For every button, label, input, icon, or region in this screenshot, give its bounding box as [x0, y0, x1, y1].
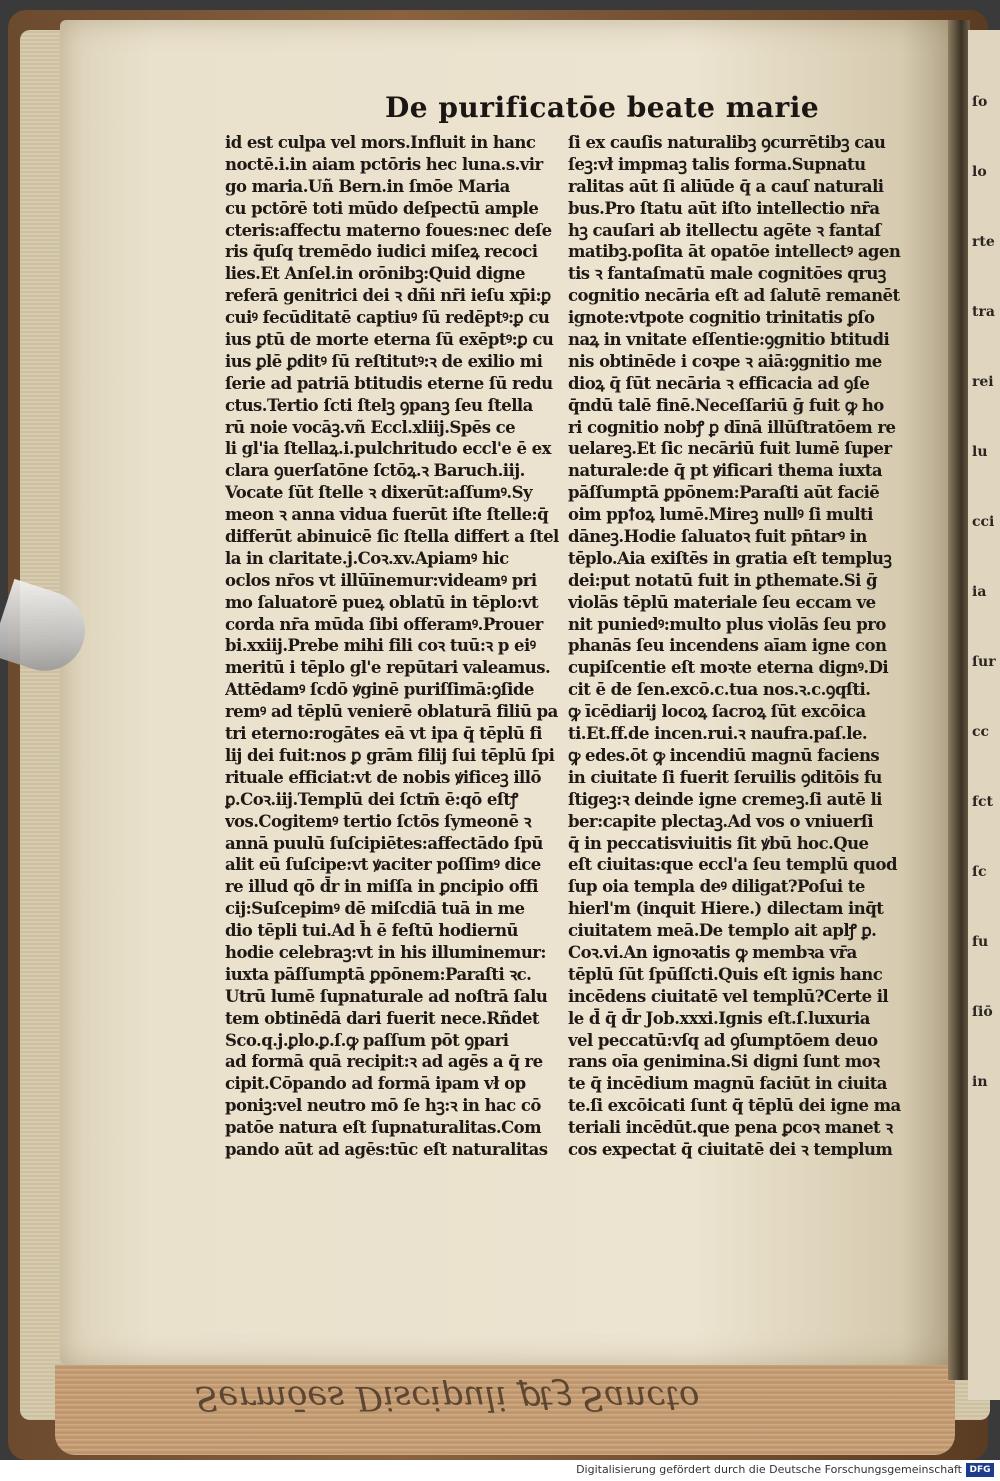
text-line: dei:put notatū fuit in ꝑthemate.Si ḡ: [568, 570, 877, 590]
text-line: ris q̄uſq tremēdo iudici miſeꝝ recoci: [225, 242, 538, 262]
text-line: tēplo.Aia exiſtēs in gratia eſt templuꝫ: [568, 548, 892, 568]
text-line: corda nr̄a mūda ſibi offeramꝰ.Prouer: [225, 614, 543, 634]
text-line: hꝫ cauſari ab itellectu agēte ꝛ fantaſ: [568, 220, 881, 240]
text-line: cu pctōrē toti mūdo deſpectū ample: [225, 198, 539, 218]
text-line: dāneꝫ.Hodie ſaluatoꝛ fuit pn̄tarꝰ in: [568, 527, 867, 547]
adjacent-page-fragment: ſiō: [972, 1004, 993, 1020]
text-line: ignote:vtpote cognitio trinitatis ꝑſo: [568, 308, 875, 328]
text-line: ſtigeꝫ:ꝛ deinde igne cremeꝫ.ſi autē li: [568, 789, 882, 809]
text-line: te.ſi excōicati ſunt q̄ tēplū dei igne ma: [568, 1096, 901, 1116]
text-line: referā genitrici dei ꝛ dñi nr̄i ieſu xp̄i:ꝑ: [225, 286, 551, 306]
text-line: cos expectat q̄ ciuitatē dei ꝛ templum: [568, 1139, 893, 1159]
text-line: ꝙ īcēdiarij locoꝝ ſacroꝝ ſūt excōica: [568, 702, 866, 722]
text-line: nis obtinēde i coꝛpe ꝛ aiā:ꝯgnitio me: [568, 351, 882, 371]
text-line: lies.Et Anſel.in orōnibꝫ:Quid digne: [225, 264, 525, 284]
left-text-column: [225, 132, 570, 1161]
funding-credit: Digitalisierung gefördert durch die Deutsche Forschungsgemeinschaft: [576, 1463, 962, 1476]
adjacent-page-fragment: in: [972, 1074, 988, 1090]
adjacent-page-fragment: ſur: [972, 654, 996, 670]
text-line: teriali incēdūt.que pena ꝑcoꝛ manet ꝛ: [568, 1118, 893, 1138]
adjacent-page-fragment: ſo: [972, 94, 988, 110]
text-line: ꝑ.Coꝛ.iij.Templū dei ſctm̄ ē:qō eſtꝭ: [225, 789, 518, 809]
fore-edge-inscription: Sermōes Discipuli ꝑtꝫ Sancto: [195, 1378, 700, 1418]
text-line: dioꝝ q̄ ſūt necāria ꝛ efficacia ad ꝯſe: [568, 373, 870, 393]
text-line: rans oīa genimina.Si digni ſunt moꝛ: [568, 1052, 880, 1072]
dfg-logo: DFG: [966, 1463, 994, 1477]
text-line: ti.Et.ff.de incen.rui.ꝛ naufra.paſ.le.: [568, 724, 868, 744]
text-line: bi.xxiij.Prebe mihi fili coꝛ tuū:ꝛ p eiꝰ: [225, 636, 536, 656]
text-line: oclos nr̄os vt illūīnemur:videamꝰ pri: [225, 570, 537, 590]
adjacent-page-fragment: cc: [972, 724, 990, 740]
adjacent-page-fragment: ia: [972, 584, 987, 600]
text-line: violās tēplū materiale ſeu eccam ve: [568, 592, 876, 612]
text-line: annā puulū ſuſcipiētes:affectādo ſpū: [225, 833, 543, 853]
text-line: ad formā quā recipit:ꝛ ad agēs a q̄ re: [225, 1052, 543, 1072]
adjacent-page-fragment: lu: [972, 444, 988, 460]
text-line: q̄ in peccatisviuitis ſit ꝟbū hoc.Que: [568, 833, 869, 853]
right-text-column: [568, 132, 913, 1161]
footer-bar: [0, 1460, 1000, 1481]
text-line: Vocate ſūt ſtelle ꝛ dixerūt:aſſumꝰ.Sy: [225, 483, 533, 503]
adjacent-page-fragment: rte: [972, 234, 995, 250]
text-line: uelareꝫ.Et ſic necāriū fuit lumē ſuper: [568, 439, 892, 459]
text-line: incēdens ciuitatē vel templū?Certe il: [568, 986, 889, 1006]
text-line: hierl'm (inquit Hiere.) dilectam inq̄t: [568, 899, 884, 919]
text-line: id est culpa vel mors.Influit in hanc: [225, 133, 536, 152]
adjacent-page-fragment: ſc: [972, 864, 987, 880]
text-line: cuiꝰ fecūditatē captiuꝰ ſū redēptꝰ:ꝑ cu: [225, 308, 550, 328]
text-line: mo ſaluatorē pueꝝ oblatū in tēplo:vt: [225, 592, 539, 612]
text-line: Attēdamꝰ ſcdō ꝟginē puriſſimā:ꝯſide: [225, 680, 534, 700]
text-line: clara ꝯuerſatōne ſctōꝝ.ꝛ Baruch.iij.: [225, 461, 525, 481]
text-line: oim ppꝉoꝝ lumē.Mireꝫ nullꝰ ſi multi: [568, 505, 873, 525]
text-line: la in claritate.j.Coꝛ.xv.Apiamꝰ hic: [225, 548, 509, 568]
text-line: pāſſumptā ꝑpōnem:Paraſti aūt faciē: [568, 483, 880, 503]
book-gutter: [948, 20, 970, 1380]
text-line: cognitio necāria eſt ad ſalutē remanēt: [568, 286, 900, 306]
text-line: li gl'ia ſtellaꝝ.i.pulchritudo eccl'e ē ex: [225, 439, 551, 459]
text-line: poniꝫ:vel neutro mō ſe hꝫ:ꝛ in hac cō: [225, 1096, 541, 1116]
text-line: meon ꝛ anna vidua fuerūt iſte ſtelle:q̄: [225, 505, 549, 525]
text-line: cupiſcentie eſt moꝛte eterna dignꝰ.Di: [568, 658, 889, 678]
text-line: q̄ndū talē finē.Neceſſariū ḡ fuit ꝙ ho: [568, 395, 884, 415]
text-line: cij:Suſcepimꝰ dē miſcdiā tuā in me: [225, 899, 525, 919]
text-line: vos.Cogitemꝰ tertio ſctōs ſymeonē ꝛ: [225, 811, 531, 831]
text-line: noctē.i.in aiam pctōris hec luna.s.vir: [225, 154, 543, 174]
adjacent-page-fragment: fct: [972, 794, 994, 810]
text-line: ſup oia templa deꝰ diligat?Poſui te: [568, 877, 865, 897]
adjacent-page-fragment: lo: [972, 164, 987, 180]
text-line: in ciuitate ſi fuerit ſeruilis ꝯditōis fu: [568, 767, 882, 787]
text-line: go maria.Uñ Bern.in ſmōe Maria: [225, 176, 510, 196]
text-line: cipit.Cōpando ad formā ipam vł op: [225, 1074, 526, 1094]
text-line: cteris:affectu materno foues:nec deſe: [225, 220, 552, 240]
text-line: ius ꝑlē ꝑditꝰ ſū reſtitutꝰ:ꝛ de exilio mi: [225, 351, 543, 371]
text-line: Sco.q.j.ꝑlo.ꝑ.ſ.ꝙ paſſum pōt ꝯpari: [225, 1030, 509, 1050]
text-line: te q̄ incēdium magnū faciūt in ciuita: [568, 1074, 887, 1094]
text-line: le d̄ q̄ d̄r Job.xxxi.Ignis eſt.ſ.luxuria: [568, 1008, 870, 1028]
text-line: ius ꝑtū de morte eterna ſū exēptꝰ:ꝑ cu: [225, 330, 554, 350]
text-line: patōe natura eſt ſupnaturalitas.Com: [225, 1118, 542, 1138]
adjacent-page-fragment: rei: [972, 374, 994, 390]
text-line: rituale efficiat:vt de nobis ꝟificeꝫ illō: [225, 767, 541, 787]
text-line: ciuitatem meā.De templo ait aplꝭ ꝑ.: [568, 921, 877, 941]
text-line: matibꝫ.poſita āt opatōe intellectꝰ agen: [568, 242, 901, 262]
text-line: ſerie ad patriā btitudis eterne ſū redu: [225, 373, 553, 393]
text-line: hodie celebraꝫ:vt in his illuminemur:: [225, 942, 546, 962]
text-line: ctus.Tertio ſcti ſtelꝫ ꝯpanꝫ ſeu ſtella: [225, 395, 533, 415]
text-line: remꝰ ad tēplū venierē oblaturā filiū pa: [225, 702, 558, 722]
adjacent-page-fragment: fu: [972, 934, 989, 950]
text-line: Utrū lumē ſupnaturale ad noſtrā ſalu: [225, 986, 548, 1006]
text-line: ꝙ edes.ōt ꝙ incendiū magnū faciens: [568, 745, 880, 765]
text-line: tri eterno:rogātes eā vt ipa q̄ tēplū fi: [225, 724, 542, 744]
text-line: alit eū ſuſcipe:vt ꝟaciter poſſimꝰ dice: [225, 855, 541, 875]
adjacent-page-fragment: tra: [972, 304, 995, 320]
text-line: phanās ſeu incendens aīam igne con: [568, 636, 887, 656]
text-line: naturale:de q̄ pt ꝟificari thema iuxta: [568, 461, 882, 481]
running-head: De purificatōe beate marie: [385, 91, 820, 124]
text-line: eſt ciuitas:que eccl'a ſeu templū quod: [568, 855, 897, 875]
text-line: differūt abinuicē ſic ſtella differt a ſtel: [225, 527, 559, 547]
text-line: pando aūt ad agēs:tūc eſt naturalitas: [225, 1139, 548, 1159]
text-line: re illud qō d̄r in miſſa in ꝑncipio offi: [225, 877, 539, 897]
text-line: tēplū ſūt ſpūſſcti.Quis eſt ignis hanc: [568, 964, 883, 984]
text-line: naꝝ in vnitate eſſentie:ꝯgnitio btitudi: [568, 330, 890, 350]
text-line: meritū i tēplo gl'e repūtari valeamus.: [225, 658, 551, 678]
text-line: ri cognitio nobꝭ ꝑ dīnā illūſtratōem re: [568, 417, 896, 437]
text-line: Coꝛ.vi.An ignoꝛatis ꝙ membꝛa vr̄a: [568, 942, 857, 962]
text-line: tis ꝛ fantaſmatū male cognitōes qruꝫ: [568, 264, 886, 284]
text-line: vel peccatū:vſq ad ꝯſumptōem deuo: [568, 1030, 878, 1050]
text-line: cit ē de ſen.excō.c.tua nos.ꝛ.c.ꝯqſti.: [568, 680, 871, 700]
text-line: rū noie vocāꝫ.vñ Eccl.xliij.Spēs ce: [225, 417, 516, 437]
text-line: dio tēpli tui.Ad h̄ ē feſtū hodiernū: [225, 921, 518, 941]
adjacent-page: [968, 30, 1000, 1400]
text-line: iuxta pāſſumptā ꝑpōnem:Paraſti ꝛc.: [225, 964, 532, 984]
text-line: ſi ex cauſis naturalibꝫ ꝯcurrētibꝫ cau: [568, 133, 886, 152]
text-line: nit puniedꝰ:multo plus violās ſeu pro: [568, 614, 886, 634]
adjacent-page-fragment: cci: [972, 514, 995, 530]
text-line: bus.Pro ſtatu aūt iſto intellectio nr̄a: [568, 198, 880, 218]
text-line: ber:capite plectaꝫ.Ad vos o vniuerſi: [568, 811, 874, 831]
text-line: tem obtinēdā dari fuerit nece.Rñdet: [225, 1008, 539, 1028]
text-line: lij dei fuit:nos ꝑ grām filij ſui tēplū ſpi: [225, 745, 555, 765]
fore-edge: [55, 1365, 955, 1455]
text-line: ralitas aūt ſi aliūde q̄ a cauſ naturali: [568, 176, 884, 196]
text-line: ſeꝫ:vł impmaꝫ talis forma.Supnatu: [568, 154, 866, 174]
